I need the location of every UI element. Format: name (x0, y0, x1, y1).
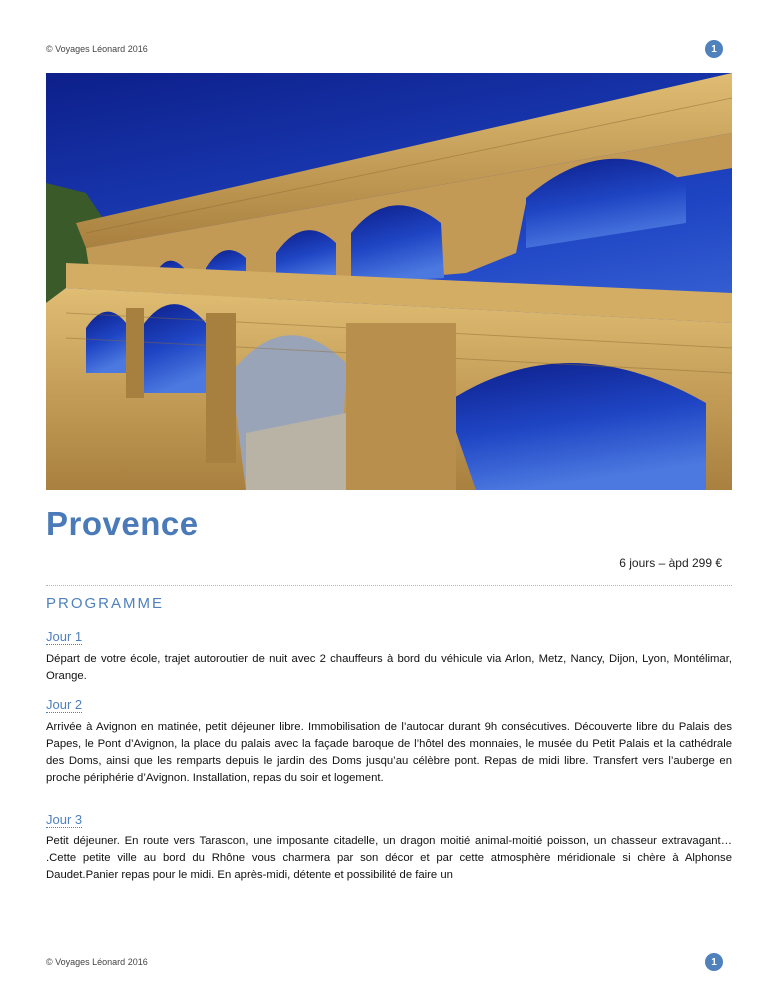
day-1-heading: Jour 1 (46, 629, 83, 644)
day-2-text: Arrivée à Avignon en matinée, petit déjeuner libre. Immobilisation de l’autocar durant 9h consécutives. Découverte libre du Palais des Papes, le Pont d’Avignon, la place du palais avec la façade baroque de l’hôtel des monnaies, le musée du Petit Palais et la cathédrale des Doms, ainsi que les remparts depuis le jardin des Doms jusqu’au célèbre pont. Repas de midi libre. Transfert vers l’auberge en proche périphérie d’Avignon. Installation, repas du soir et logement. (46, 721, 732, 784)
trip-duration-price: 6 jours – àpd 299 € (619, 556, 722, 570)
header-copyright: © Voyages Léonard 2016 (46, 44, 148, 54)
section-divider (46, 585, 732, 586)
destination-title: Provence (46, 505, 199, 542)
day-2-heading: Jour 2 (46, 697, 83, 712)
page-number-badge: 1 (705, 40, 723, 58)
footer-page-number-badge: 1 (705, 953, 723, 971)
day-3-heading: Jour 3 (46, 812, 83, 827)
day-1-text: Départ de votre école, trajet autoroutier de nuit avec 2 chauffeurs à bord du véhicule via Arlon, Metz, Nancy, Dijon, Lyon, Montélimar, Orange. (46, 653, 732, 682)
program-heading: PROGRAMME (46, 595, 165, 612)
day-3-text: Petit déjeuner. En route vers Tarascon, une imposante citadelle, un dragon moitié animal-moitié poisson, un chasseur extravagant… .Cette petite ville au bord du Rhône vous charmera par son décor et par cette atmosphère méridionale si chère à Alphonse Daudet.Panier repas pour le midi. En après-midi, détente et possibilité de faire un (46, 835, 732, 881)
footer-copyright: © Voyages Léonard 2016 (46, 957, 148, 967)
pont-du-gard-photo (46, 73, 732, 490)
